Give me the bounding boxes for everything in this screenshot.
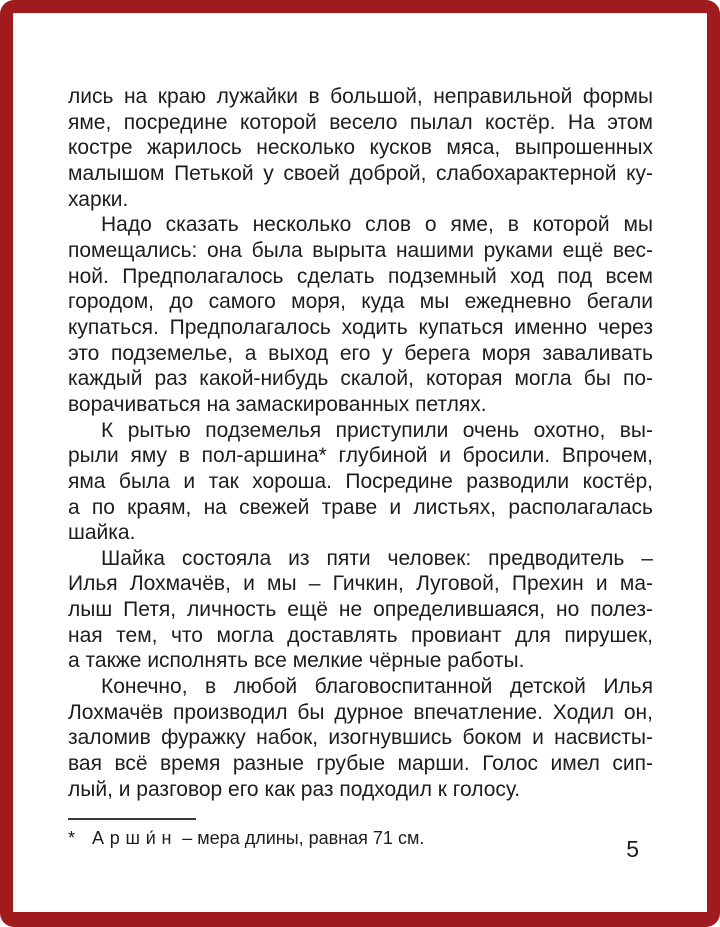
text-line: лыш Петя, личность ещё не определившаяся, но полез- (68, 598, 653, 622)
text-line: ворачиваться на замаскированных петлях. (68, 392, 487, 416)
text-line: Илья Лохмачёв, и мы – Гичкин, Луговой, Прехин и ма- (68, 572, 653, 596)
footnote-marker: * (68, 828, 76, 849)
text-line: харки. (68, 187, 129, 211)
text-line: костре жарилось несколько кусков мяса, выпрошенных (68, 136, 653, 160)
text-line: Конечно, в любой благовоспитанной детской Илья (101, 675, 653, 699)
text-line: шайка. (68, 521, 136, 545)
footnote-term: Арши́н (92, 828, 178, 849)
text-line: рыли яму в пол-аршина* глубиной и бросили. Впрочем, (68, 444, 653, 468)
text-line: вая всё время разные грубые марши. Голос имел сип- (68, 752, 653, 776)
paragraph (68, 674, 653, 802)
text-block (68, 84, 653, 802)
paragraph (68, 84, 653, 212)
paragraph (68, 418, 653, 546)
text-line: лись на краю лужайки в большой, неправильной формы (68, 85, 653, 108)
text-line: заломив фуражку набок, изогнувшись боком и насвисты- (68, 726, 653, 750)
page-content (68, 84, 653, 850)
text-line: а по краям, на свежей траве и листьях, располагалась (68, 495, 653, 519)
footnote (68, 826, 653, 850)
text-line: Надо сказать несколько слов о яме, в которой мы (101, 213, 653, 237)
text-line: Шайка состояла из пяти человек: предводитель – (101, 546, 653, 570)
text-line: яме, посредине которой весело пылал костёр. На этом (68, 110, 653, 134)
text-line: помещались: она была вырыта нашими руками ещё вес- (68, 238, 653, 262)
text-line: яма была и так хороша. Посредине разводили костёр, (68, 469, 653, 493)
footnote-definition: – мера длины, равная 71 см. (182, 828, 425, 849)
text-line: ная тем, что могла доставлять провиант для пирушек, (68, 623, 653, 647)
text-line: городом, до самого моря, куда мы ежедневно бегали (68, 290, 653, 314)
text-line: это подземелье, а выход его у берега моря заваливать (68, 341, 653, 365)
text-line: К рытью подземелья приступили очень охотно, вы- (101, 418, 653, 442)
footnote-separator (68, 818, 196, 820)
text-line: каждый раз какой-нибудь скалой, которая могла бы по- (68, 367, 653, 391)
text-line: купаться. Предполагалось ходить купаться именно через (68, 315, 653, 339)
paragraph (68, 546, 653, 674)
paragraph (68, 212, 653, 417)
text-line: ной. Предполагалось сделать подземный ход под всем (68, 264, 653, 288)
text-line: малышом Петькой у своей доброй, слабохарактерной ку- (68, 161, 653, 185)
text-line: а также исполнять все мелкие чёрные работы. (68, 649, 525, 673)
text-line: Лохмачёв производил бы дурное впечатление. Ходил он, (68, 700, 653, 724)
text-line: лый, и разговор его как раз подходил к голосу. (68, 777, 521, 801)
page-number: 5 (626, 836, 639, 862)
